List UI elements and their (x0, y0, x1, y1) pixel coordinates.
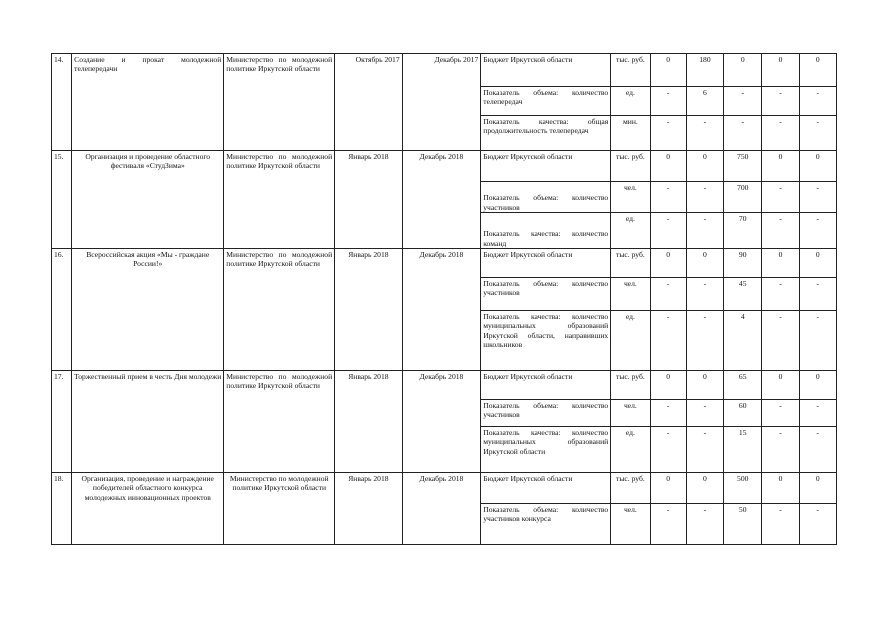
row-number: 17. (52, 371, 72, 473)
value-cell: - (724, 87, 762, 116)
value-cell: 0 (650, 151, 686, 182)
table-row (52, 54, 837, 87)
value-cell: 0 (762, 249, 799, 278)
indicator-unit: тыс. руб. (611, 473, 650, 504)
value-cell: 45 (724, 278, 762, 311)
value-cell: 0 (686, 151, 723, 182)
row-number: 15. (52, 151, 72, 249)
indicator-label: Бюджет Иркутской области (481, 371, 611, 400)
indicator-unit: ед. (611, 213, 650, 249)
value-cell: 6 (686, 87, 723, 116)
start-date: Октябрь 2017 (335, 54, 403, 151)
value-cell: 0 (650, 249, 686, 278)
end-date: Декабрь 2018 (402, 249, 481, 371)
indicator-unit: чел. (611, 400, 650, 427)
value-cell: 65 (724, 371, 762, 400)
program-activities-table (51, 53, 837, 545)
value-cell: - (762, 87, 799, 116)
indicator-unit: ед. (611, 427, 650, 473)
activity-name: Всероссийская акция «Мы - граждане России!» (72, 249, 224, 371)
responsible-party: Министерство по молодежной политике Иркутской области (224, 54, 335, 151)
value-cell: - (650, 182, 686, 213)
responsible-party: Министерство по молодежной политике Иркутской области (224, 249, 335, 371)
value-cell: - (762, 427, 799, 473)
activity-name: Организация и проведение областного фестиваля «СтудЗима» (72, 151, 224, 249)
indicator-unit: тыс. руб. (611, 371, 650, 400)
indicator-label: Бюджет Иркутской области (481, 249, 611, 278)
value-cell: 750 (724, 151, 762, 182)
value-cell: - (650, 278, 686, 311)
start-date: Январь 2018 (335, 473, 403, 545)
value-cell: - (686, 213, 723, 249)
table-row (52, 371, 837, 400)
end-date: Декабрь 2018 (402, 151, 481, 249)
value-cell: 90 (724, 249, 762, 278)
indicator-label: Показатель объема: количество участников (481, 182, 611, 213)
value-cell: - (762, 400, 799, 427)
value-cell: - (686, 278, 723, 311)
value-cell: - (650, 116, 686, 151)
indicator-label: Показатель качества: количество команд (481, 213, 611, 249)
value-cell: 0 (686, 249, 723, 278)
value-cell: - (686, 311, 723, 371)
indicator-label: Показатель объема: количество телепередач (481, 87, 611, 116)
value-cell: 0 (762, 371, 799, 400)
value-cell: 70 (724, 213, 762, 249)
responsible-party: Министерство по молодежной политике Иркутской области (224, 473, 335, 545)
value-cell: - (799, 278, 836, 311)
row-number: 18. (52, 473, 72, 545)
value-cell: - (799, 311, 836, 371)
responsible-party: Министерство по молодежной политике Иркутской области (224, 151, 335, 249)
value-cell: 60 (724, 400, 762, 427)
activity-name: Торжественный прием в честь Дня молодежи (72, 371, 224, 473)
value-cell: - (686, 116, 723, 151)
value-cell: - (686, 427, 723, 473)
row-number: 14. (52, 54, 72, 151)
indicator-label: Бюджет Иркутской области (481, 473, 611, 504)
value-cell: 0 (799, 371, 836, 400)
indicator-unit: чел. (611, 182, 650, 213)
indicator-unit: тыс. руб. (611, 151, 650, 182)
row-number: 16. (52, 249, 72, 371)
indicator-unit: ед. (611, 311, 650, 371)
value-cell: - (650, 504, 686, 545)
value-cell: - (686, 400, 723, 427)
value-cell: 0 (762, 54, 799, 87)
indicator-label: Показатель объема: количество участников конкурса (481, 504, 611, 545)
value-cell: - (650, 213, 686, 249)
value-cell: 0 (799, 54, 836, 87)
value-cell: - (799, 182, 836, 213)
value-cell: 0 (762, 473, 799, 504)
end-date: Декабрь 2018 (402, 473, 481, 545)
value-cell: - (762, 311, 799, 371)
value-cell: 500 (724, 473, 762, 504)
value-cell: 0 (799, 249, 836, 278)
indicator-unit: мин. (611, 116, 650, 151)
value-cell: - (799, 427, 836, 473)
activity-name: Создание и прокат молодежной телепередачи (72, 54, 224, 151)
indicator-unit: тыс. руб. (611, 54, 650, 87)
value-cell: 50 (724, 504, 762, 545)
indicator-label: Бюджет Иркутской области (481, 151, 611, 182)
value-cell: 0 (799, 473, 836, 504)
value-cell: - (686, 504, 723, 545)
value-cell: 15 (724, 427, 762, 473)
value-cell: - (650, 427, 686, 473)
activity-name: Организация, проведение и награждение победителей областного конкурса молодежных инновационных проектов (72, 473, 224, 545)
value-cell: - (762, 116, 799, 151)
value-cell: 0 (762, 151, 799, 182)
indicator-unit: тыс. руб. (611, 249, 650, 278)
value-cell: - (762, 278, 799, 311)
responsible-party: Министерство по молодежной политике Иркутской области (224, 371, 335, 473)
indicator-label: Показатель качества: общая продолжительность телепередач (481, 116, 611, 151)
value-cell: - (799, 213, 836, 249)
value-cell: 0 (686, 371, 723, 400)
value-cell: - (762, 213, 799, 249)
value-cell: - (724, 116, 762, 151)
indicator-label: Показатель объема: количество участников (481, 400, 611, 427)
end-date: Декабрь 2018 (402, 371, 481, 473)
value-cell: 0 (724, 54, 762, 87)
indicator-label: Показатель качества: количество муниципальных образований Иркутской области (481, 427, 611, 473)
value-cell: - (799, 116, 836, 151)
start-date: Январь 2018 (335, 151, 403, 249)
value-cell: - (650, 311, 686, 371)
indicator-unit: ед. (611, 87, 650, 116)
value-cell: - (650, 400, 686, 427)
value-cell: - (799, 504, 836, 545)
indicator-label: Показатель качества: количество муниципальных образований Иркутской области, направивших школьников (481, 311, 611, 371)
value-cell: - (799, 400, 836, 427)
table-row (52, 473, 837, 504)
value-cell: - (762, 504, 799, 545)
start-date: Январь 2018 (335, 371, 403, 473)
value-cell: - (686, 182, 723, 213)
value-cell: 0 (686, 473, 723, 504)
start-date: Январь 2018 (335, 249, 403, 371)
value-cell: 180 (686, 54, 723, 87)
value-cell: 700 (724, 182, 762, 213)
value-cell: - (762, 182, 799, 213)
value-cell: - (650, 87, 686, 116)
value-cell: 0 (799, 151, 836, 182)
value-cell: 4 (724, 311, 762, 371)
table-row (52, 249, 837, 278)
table-row (52, 151, 837, 182)
indicator-unit: чел. (611, 504, 650, 545)
indicator-unit: чел. (611, 278, 650, 311)
end-date: Декабрь 2017 (402, 54, 481, 151)
indicator-label: Бюджет Иркутской области (481, 54, 611, 87)
value-cell: 0 (650, 54, 686, 87)
indicator-label: Показатель объема: количество участников (481, 278, 611, 311)
value-cell: - (799, 87, 836, 116)
value-cell: 0 (650, 371, 686, 400)
value-cell: 0 (650, 473, 686, 504)
